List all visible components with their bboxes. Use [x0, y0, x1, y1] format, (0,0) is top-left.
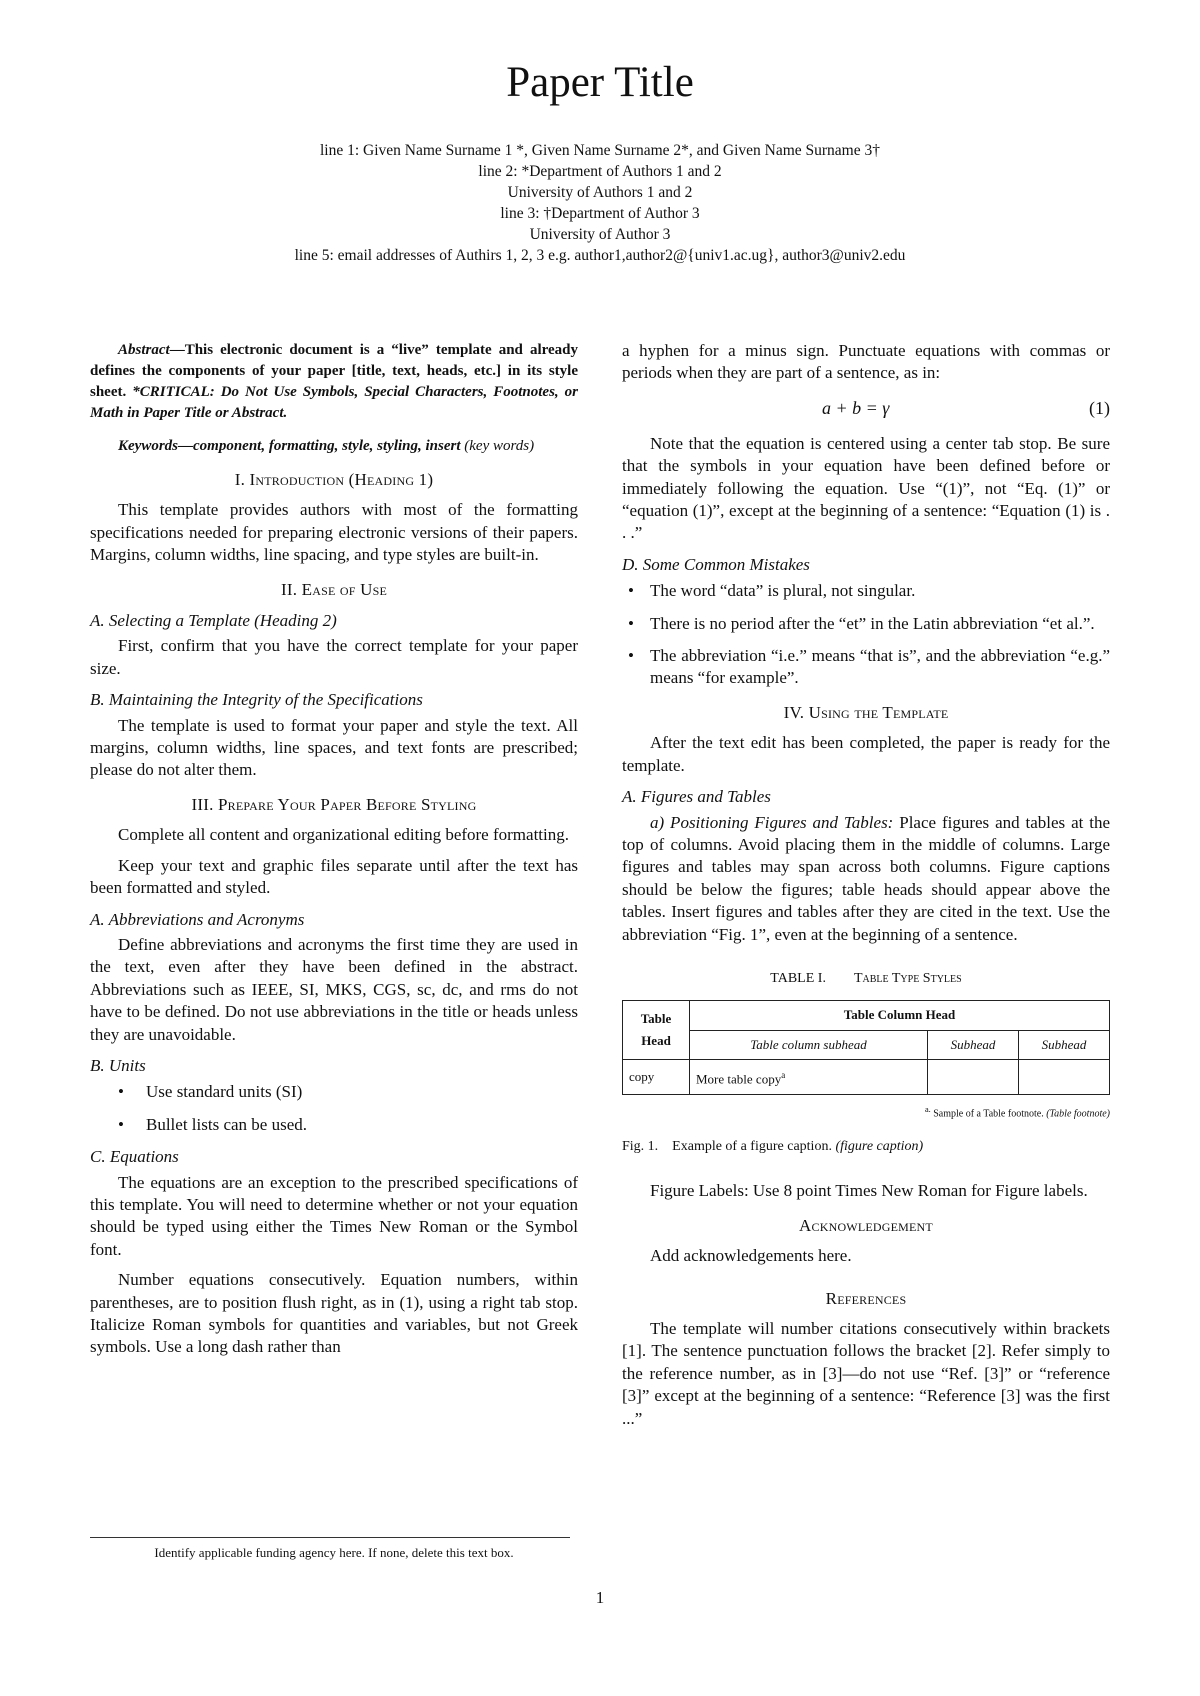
- section-heading-introduction: I. Introduction (Heading 1): [234, 470, 434, 489]
- abstract-critical: *CRITICAL: Do Not Use Symbols, Special Characters, Footnotes, or Math in Paper Title or Abstract.: [90, 384, 578, 421]
- table-cell: More table copy$^a$: [690, 1060, 928, 1095]
- subsection-heading: B. Maintaining the Integrity of the Specifications: [90, 690, 423, 710]
- table-cell: copy: [623, 1060, 690, 1095]
- paragraph: Keep your text and graphic files separate until after the text has been formatted and styled.: [90, 855, 578, 898]
- equation: [622, 387, 1110, 433]
- section-heading-ease-of-use: II. Ease of Use: [281, 579, 387, 599]
- author-line: line 1: Given Name Surname 1 *, Given Name Surname 2*, and Given Name Surname 3†: [319, 142, 880, 159]
- subsection-heading: A. Selecting a Template (Heading 2): [90, 611, 337, 631]
- paragraph: Note that the equation is centered using a center tab stop. Be sure that the symbols in your equation have been defined before or immediately following the equation. Use “(1)”, not “Eq. (1)” or “equation (1)”, except at the beginning of a sentence: “Equation (1) is . . .”: [622, 433, 1110, 543]
- subsection-heading: A. Abbreviations and Acronyms: [90, 909, 305, 929]
- paragraph: Complete all content and organizational editing before formatting.: [118, 825, 569, 845]
- footnote-divider: [90, 1537, 570, 1538]
- figure-caption: Fig. 1. Example of a figure caption. (figure caption): [622, 1138, 924, 1154]
- bullet-icon: •: [118, 1114, 124, 1134]
- list-item: • The abbreviation “i.e.” means “that is”, and the abbreviation “e.g.” means “for example”.: [628, 646, 1110, 688]
- page-number: 1: [595, 1588, 605, 1607]
- bullet-list: [90, 1081, 578, 1136]
- paragraph: Define abbreviations and acronyms the first time they are used in the text, even after they have been defined in the abstract. Abbreviations such as IEEE, SI, MKS, CGS, sc, dc, and rms do not have to be defined. Do not use abbreviations in the title or heads unless they are unavoidable.: [90, 934, 578, 1044]
- bullet-list: [622, 580, 1110, 690]
- abstract-label: Abstract: [118, 342, 170, 358]
- section-heading-references: References: [825, 1288, 907, 1308]
- author-line: line 5: email addresses of Authirs 1, 2, 3 e.g. author1,author2@{univ1.ac.ug}, author3@univ2.edu: [294, 247, 906, 264]
- bullet-icon: •: [628, 646, 634, 666]
- paper-title: Paper Title: [506, 59, 694, 106]
- list-item: • The word “data” is plural, not singular.: [622, 580, 1110, 602]
- subsection-heading: A. Figures and Tables: [622, 787, 771, 807]
- paragraph: The equations are an exception to the prescribed specifications of this template. You will need to determine whether or not your equation should be typed using either the Times New Roman or the Symbol font.: [90, 1172, 578, 1259]
- equation-number: (1): [1089, 397, 1110, 418]
- table-type-styles: [622, 1000, 1110, 1095]
- paragraph: Figure Labels: Use 8 point Times New Roman for Figure labels.: [650, 1181, 1088, 1201]
- table-subhead: Subhead: [1019, 1030, 1110, 1059]
- subsection-heading: C. Equations: [90, 1147, 179, 1167]
- left-column: [90, 340, 578, 1359]
- funding-footnote: Identify applicable funding agency here. If none, delete this text box.: [154, 1545, 514, 1560]
- paragraph: This template provides authors with most of the formatting specifications needed for preparing electronic versions of their papers. Margins, column widths, line spacing, and type styles are built-in.: [90, 500, 578, 565]
- list-item: • Use standard units (SI): [90, 1081, 578, 1103]
- list-item: • Bullet lists can be used.: [90, 1114, 578, 1136]
- table-cell: [928, 1060, 1019, 1095]
- author-block: [0, 140, 1200, 266]
- right-column: [622, 340, 1110, 1430]
- table-caption: TABLE I. Table Type Styles: [770, 970, 962, 986]
- table-subhead: Subhead: [928, 1030, 1019, 1059]
- author-line: University of Authors 1 and 2: [507, 184, 693, 201]
- table-column-head: Table Column Head: [690, 1001, 1110, 1030]
- table-footnote: $^{a.}$ Sample of a Table footnote. (Table footnote): [924, 1105, 1110, 1120]
- table-subhead: Table column subhead: [690, 1030, 928, 1059]
- subsection-heading: B. Units: [90, 1055, 146, 1075]
- section-heading-using-template: IV. Using the Template: [783, 702, 949, 722]
- section-heading-acknowledgement: Acknowledgement: [799, 1215, 933, 1235]
- keywords-text: Keywords—component, formatting, style, styling, insert: [118, 438, 465, 454]
- paragraph: a hyphen for a minus sign. Punctuate equations with commas or periods when they are part of a sentence, as in:: [622, 341, 1110, 383]
- bullet-icon: •: [628, 581, 634, 601]
- paragraph: a) Positioning Figures and Tables: Place figures and tables at the top of columns. Avoid placing them in the middle of columns. Large figures and tables may span across both columns. Figure captions should be below the figures; table heads should appear above the tables. Insert figures and tables after they are cited in the text. Use the abbreviation “Fig. 1”, even at the beginning of a sentence.: [622, 812, 1110, 944]
- abstract-text: —This electronic document is a “live” template and already defines the components of your paper [title, text, heads, etc.] in its style sheet.: [90, 342, 578, 400]
- author-line: line 2: *Department of Authors 1 and 2: [478, 163, 722, 180]
- subsection-heading: D. Some Common Mistakes: [622, 554, 810, 574]
- paragraph: The template will number citations consecutively within brackets [1]. The sentence punctuation follows the bracket [2]. Refer simply to the reference number, as in [3]—do not use “Ref. [3]” or “reference [3]” except at the beginning of a sentence: “Reference [3] was the first ...”: [622, 1318, 1110, 1428]
- bullet-icon: •: [628, 613, 634, 633]
- section-heading-prepare: III. Prepare Your Paper Before Styling: [191, 794, 477, 814]
- table-head-cell: Table Head: [623, 1001, 690, 1060]
- bullet-icon: •: [118, 1082, 124, 1102]
- keywords-paren: (key words): [464, 438, 535, 454]
- paragraph: Number equations consecutively. Equation numbers, within parentheses, are to position flush right, as in (1), using a right tab stop. Italicize Roman symbols for quantities and variables, but not Greek symbols. Use a long dash rather than: [90, 1270, 578, 1357]
- equation-expression: a + b = γ: [822, 397, 890, 418]
- author-line: University of Author 3: [529, 226, 671, 243]
- keywords: [90, 436, 578, 457]
- table-cell: [1019, 1060, 1110, 1095]
- paragraph: The template is used to format your paper and style the text. All margins, column widths, line spaces, and text fonts are prescribed; please do not alter them.: [90, 715, 578, 780]
- paragraph: After the text edit has been completed, the paper is ready for the template.: [622, 733, 1110, 775]
- subsubsection-heading: a) Positioning Figures and Tables:: [650, 812, 900, 832]
- list-item: • There is no period after the “et” in the Latin abbreviation “et al.”.: [622, 613, 1110, 635]
- paragraph: Add acknowledgements here.: [650, 1246, 852, 1266]
- abstract: [90, 340, 578, 424]
- author-line: line 3: †Department of Author 3: [500, 205, 700, 222]
- paragraph: First, confirm that you have the correct template for your paper size.: [90, 636, 578, 678]
